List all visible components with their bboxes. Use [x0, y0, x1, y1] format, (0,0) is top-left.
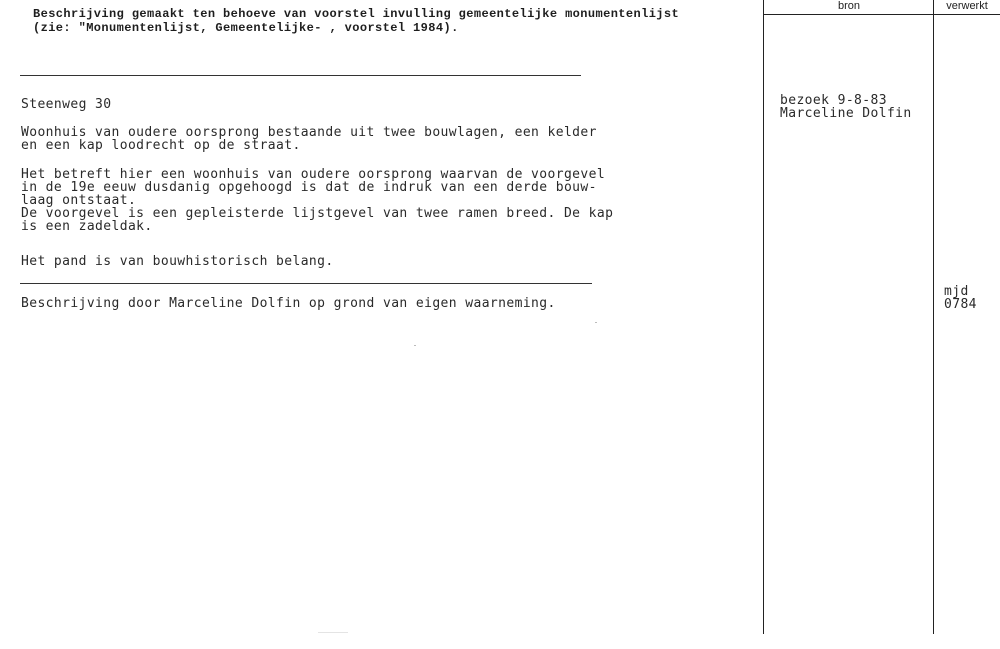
paragraph-3: Het pand is van bouwhistorisch belang.: [21, 254, 334, 269]
header-line-1: Beschrijving gemaakt ten behoeve van voorstel invulling gemeentelijke monumentenlijst: [33, 7, 680, 21]
source-entry: [780, 94, 912, 120]
rule-after-header: [20, 75, 581, 76]
processed-entry: [944, 285, 977, 311]
paragraph-1-line-2: en een kap loodrecht op de straat.: [21, 138, 301, 153]
paragraph-1: [21, 126, 597, 152]
column-header-rule: [764, 14, 1000, 15]
column-header-bron: bron: [837, 0, 861, 12]
rule-after-description: [20, 283, 592, 284]
header-line-2: (zie: "Monumentenlijst, Gemeentelijke- , voorstel 1984).: [33, 21, 459, 35]
processed-initials: mjd: [944, 284, 969, 299]
paragraph-2-line-5: is een zadeldak.: [21, 219, 153, 234]
paragraph-2-line-1: Het betreft hier een woonhuis van oudere oorsprong waarvan de voorgevel: [21, 167, 606, 182]
document-header: [33, 7, 679, 35]
column-header-verwerkt: verwerkt: [946, 0, 988, 12]
source-author: Marceline Dolfin: [780, 106, 912, 121]
scan-speck: [595, 322, 597, 323]
paragraph-2-line-4: De voorgevel is een gepleisterde lijstgevel van twee ramen breed. De kap: [21, 206, 614, 221]
paragraph-2: [21, 168, 613, 233]
column-divider-left: [763, 0, 764, 634]
scan-speck: [414, 345, 416, 346]
paragraph-2-line-2: in de 19e eeuw dusdanig opgehoogd is dat de indruk van een derde bouw-: [21, 180, 597, 195]
column-divider-right: [933, 0, 934, 634]
processed-code: 0784: [944, 297, 977, 312]
paragraph-2-line-3: laag ontstaat.: [21, 193, 137, 208]
scan-speck: [318, 632, 348, 633]
footer-description: Beschrijving door Marceline Dolfin op grond van eigen waarneming.: [21, 296, 556, 311]
source-visit-date: bezoek 9-8-83: [780, 93, 887, 108]
paragraph-1-line-1: Woonhuis van oudere oorsprong bestaande uit twee bouwlagen, een kelder: [21, 125, 597, 140]
address-title: Steenweg 30: [21, 97, 112, 112]
